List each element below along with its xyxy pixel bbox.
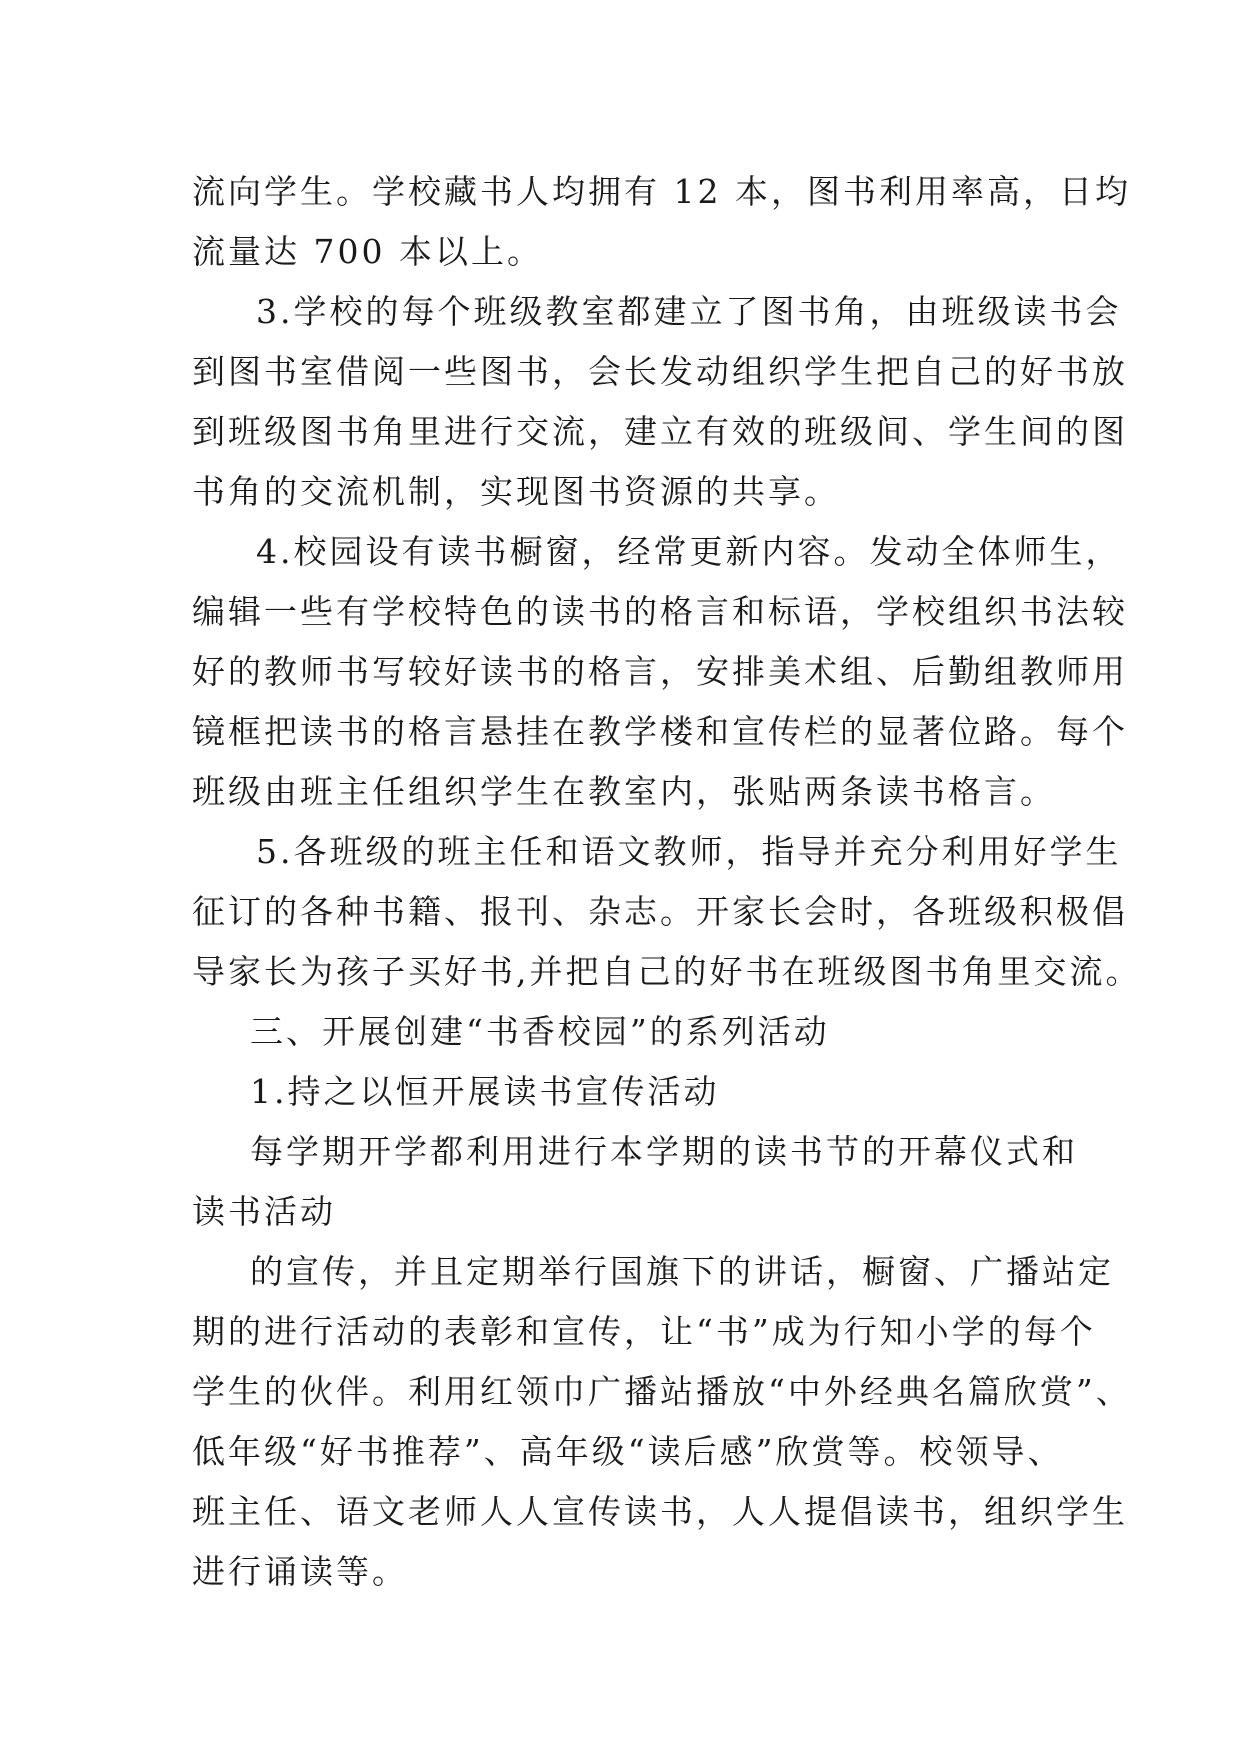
paragraph-3-start: 3.学校的每个班级教室都建立了图书角，由班级读书会 [256,292,1122,331]
paragraph-start: 的宣传，并且定期举行国旗下的讲话，橱窗、广播站定 [250,1252,1114,1291]
body-text [192,162,1142,1602]
text-line: 导家长为孩子买好书,并把自己的好书在班级图书角里交流。 [192,952,1142,991]
subsection-heading: 1.持之以恒开展读书宣传活动 [250,1072,720,1111]
paragraph-5-start: 5.各班级的班主任和语文教师，指导并充分利用好学生 [256,832,1122,871]
section-heading: 三、开展创建“书香校园”的系列活动 [250,1012,830,1051]
text-line: 征订的各种书籍、报刊、杂志。开家长会时，各班级积极倡 [192,892,1128,931]
text-line: 书角的交流机制，实现图书资源的共享。 [192,472,840,511]
text-line: 好的教师书写较好读书的格言，安排美术组、后勤组教师用 [192,652,1128,691]
text-line: 班主任、语文老师人人宣传读书，人人提倡读书，组织学生 [192,1492,1128,1531]
text-line: 读书活动 [192,1192,336,1231]
text-line: 流向学生。学校藏书人均拥有 12 本，图书利用率高，日均 [192,172,1131,211]
text-line: 到图书室借阅一些图书，会长发动组织学生把自己的好书放 [192,352,1128,391]
text-line: 期的进行活动的表彰和宣传，让“书”成为行知小学的每个 [192,1312,1096,1351]
text-line: 进行诵读等。 [192,1552,408,1591]
text-line: 班级由班主任组织学生在教室内，张贴两条读书格言。 [192,772,1056,811]
text-line: 学生的伙伴。利用红领巾广播站播放“中外经典名篇欣赏”、 [192,1372,1132,1411]
paragraph-4-start: 4.校园设有读书橱窗，经常更新内容。发动全体师生， [256,532,1122,571]
text-line: 流量达 700 本以上。 [192,232,543,271]
text-line: 镜框把读书的格言悬挂在教学楼和宣传栏的显著位路。每个 [192,712,1128,751]
paragraph-start: 每学期开学都利用进行本学期的读书节的开幕仪式和 [250,1132,1078,1171]
text-line: 低年级“好书推荐”、高年级“读后感”欣赏等。校领导、 [192,1432,1064,1471]
text-line: 编辑一些有学校特色的读书的格言和标语，学校组织书法较 [192,592,1128,631]
text-line: 到班级图书角里进行交流，建立有效的班级间、学生间的图 [192,412,1128,451]
